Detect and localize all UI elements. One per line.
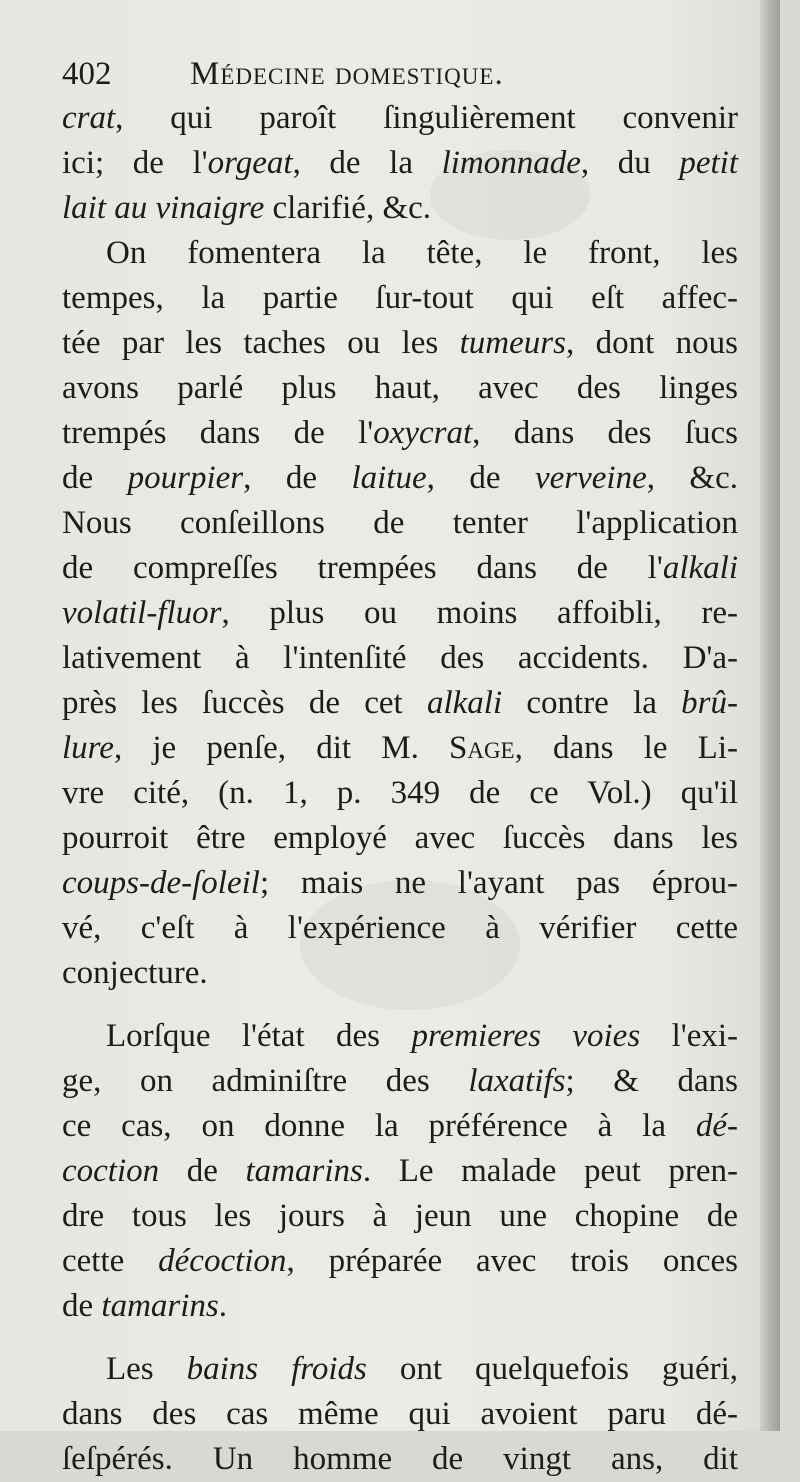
italic-term: laxatifs [468,1063,566,1099]
italic-term: orgeat [207,145,293,181]
text-run: cette [62,1243,159,1279]
text-line [62,141,738,186]
text-line [62,1014,738,1059]
text-run: conjecture. [62,955,208,991]
text-run: ; mais ne l'ayant pas éprou- [259,865,738,901]
text-run: , qui paroît ſingulièrement convenir [115,100,738,136]
text-line [62,861,738,906]
text-line [62,456,738,501]
text-line [62,771,738,816]
text-line [62,1194,738,1239]
text-run: ici; de l' [62,145,208,181]
text-run: vre cité, (n. 1, p. 349 de ce Vol.) qu'il [62,775,738,811]
text-line [62,1284,738,1329]
italic-term: bains froids [186,1351,367,1387]
italic-term: lait au vinaigre [62,190,265,226]
text-run: pourroit être employé avec ſuccès dans les [62,820,738,856]
italic-term: alkali [662,550,738,586]
text-run: de [62,460,128,496]
text-run: trempés dans de l' [62,415,374,451]
text-run: , de [426,460,535,496]
italic-term: alkali [426,685,503,721]
text-line [62,321,738,366]
text-run: clarifié, &c. [264,190,432,226]
text-run: ; & dans [565,1063,739,1099]
text-run: Les [106,1351,187,1387]
italic-term: décoction [158,1243,287,1279]
text-run: ge, on adminiſtre des [62,1063,469,1099]
text-run: tée par les taches ou les [62,325,460,361]
text-run: ont quelquefois guéri, [366,1351,738,1387]
italic-term: pourpier [127,460,244,496]
italic-term: tamarins [245,1153,363,1189]
text-run: tempes, la partie ſur-tout qui eſt affec- [62,280,738,316]
text-run: avons parlé plus haut, avec des linges [62,370,738,406]
text-line [62,816,738,861]
text-run: dre tous les jours à jeun une chopine de [62,1198,738,1234]
text-run: vé, c'eſt à l'expérience à vérifier cette [62,910,738,946]
text-line [62,96,738,141]
text-run: l'exi- [640,1018,739,1054]
italic-term: laitue [351,460,427,496]
paragraph-gap [62,996,738,1014]
text-line [62,1392,738,1437]
text-run: Lorſque l'état des [106,1018,412,1054]
text-run: . Le malade peut pren- [362,1153,738,1189]
text-run: , préparée avec trois onces [286,1243,738,1279]
text-line [62,681,738,726]
text-run: de [62,1288,102,1324]
text-line [62,1347,738,1392]
running-title: Médecine domestique. [190,56,504,92]
italic-term: oxycrat [373,415,473,451]
text-run: près les ſuccès de cet [62,685,427,721]
text-line [62,951,738,996]
text-line [62,636,738,681]
page-number: 402 [62,56,112,92]
paragraph-gap [62,1329,738,1347]
italic-term: coction [62,1153,160,1189]
italic-term: petit [679,145,739,181]
text-run: , &c. [646,460,739,496]
text-line [62,546,738,591]
text-line [62,1437,738,1482]
italic-term: verveine [534,460,647,496]
text-run: , plus ou moins affoibli, re- [221,595,738,631]
text-run: de compreſſes trempées dans de l' [62,550,663,586]
running-header [62,50,742,98]
text-run: ce cas, on donne la préférence à la [62,1108,696,1144]
text-run: , dans le Li- [514,730,738,766]
text-line [62,726,738,771]
text-line [62,1149,738,1194]
text-line [62,276,738,321]
italic-term: crat [62,100,116,136]
text-run: , dont nous [565,325,738,361]
text-line [62,186,738,231]
text-run: . [218,1288,228,1324]
body-text [62,96,738,1482]
italic-term: limonnade [441,145,581,181]
italic-term: dé- [695,1108,738,1144]
text-run: , je penſe, dit M. [113,730,449,766]
text-run: lativement à l'intenſité des accidents. D'a- [62,640,738,676]
italic-term: tamarins [101,1288,219,1324]
text-line [62,411,738,456]
italic-term: premieres voies [411,1018,641,1054]
italic-term: brû- [681,685,738,721]
text-run: , dans des ſucs [472,415,738,451]
text-line [62,501,738,546]
text-run: contre la [502,685,682,721]
italic-term: lure [62,730,114,766]
italic-term: volatil-fluor [62,595,222,631]
text-run: ſeſpérés. Un homme de vingt ans, dit [62,1441,738,1477]
italic-term: coups-de-ſoleil [62,865,260,901]
text-line [62,1059,738,1104]
text-run: , de [243,460,352,496]
text-line [62,906,738,951]
text-run: de [159,1153,246,1189]
text-run: dans des cas même qui avoient paru dé- [62,1396,738,1432]
page-edge-shadow [760,0,780,1431]
text-line [62,1104,738,1149]
text-line [62,591,738,636]
text-run: Nous conſeillons de tenter l'application [62,505,738,541]
text-run: , de la [292,145,442,181]
text-line [62,1239,738,1284]
text-line [62,231,738,276]
italic-term: tumeurs [459,325,566,361]
author-name: Sage [448,730,515,766]
text-line [62,366,738,411]
text-run: , du [580,145,680,181]
text-run: On fomentera la tête, le front, les [106,235,738,271]
